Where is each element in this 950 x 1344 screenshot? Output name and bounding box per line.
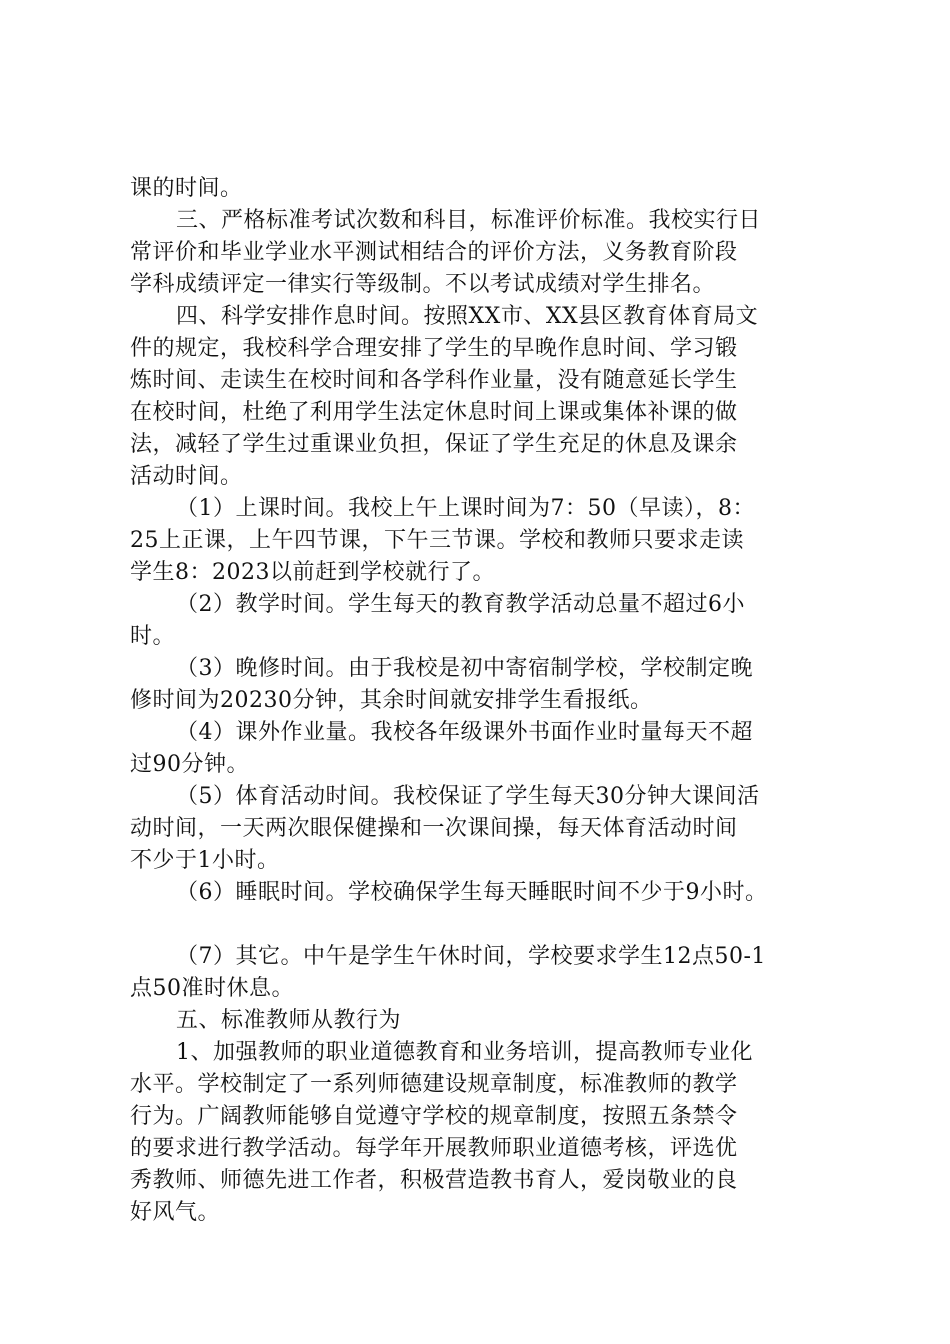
text-line: 四、科学安排作息时间。按照XX市、XX县区教育体育局文 bbox=[176, 304, 759, 329]
text-line: 常评价和毕业学业水平测试相结合的评价方法，义务教育阶段 bbox=[130, 240, 738, 265]
text-line: （4）课外作业量。我校各年级课外书面作业时量每天不超 bbox=[176, 720, 753, 745]
text-line: 水平。学校制定了一系列师德建设规章制度，标准教师的教学 bbox=[130, 1072, 738, 1097]
text-line: 件的规定，我校科学合理安排了学生的早晚作息时间、学习锻 bbox=[130, 336, 738, 361]
text-line: 秀教师、师德先进工作者，积极营造教书育人，爱岗敬业的良 bbox=[130, 1168, 738, 1193]
text-line: 行为。广阔教师能够自觉遵守学校的规章制度，按照五条禁令 bbox=[130, 1104, 738, 1129]
text-line: （6）睡眠时间。学校确保学生每天睡眠时间不少于9小时。 bbox=[176, 880, 768, 905]
text-line: 的要求进行教学活动。每学年开展教师职业道德考核，评选优 bbox=[130, 1136, 738, 1161]
text-line: 五、标准教师从教行为 bbox=[176, 1008, 402, 1033]
text-line: 动时间，一天两次眼保健操和一次课间操，每天体育活动时间 bbox=[130, 816, 738, 841]
text-line: 点50准时休息。 bbox=[130, 976, 294, 1001]
text-line: （1）上课时间。我校上午上课时间为7：50（早读），8： bbox=[176, 496, 755, 521]
text-line: （3）晚修时间。由于我校是初中寄宿制学校，学校制定晚 bbox=[176, 656, 753, 681]
text-line: 在校时间，杜绝了利用学生法定休息时间上课或集体补课的做 bbox=[130, 400, 738, 425]
text-line: 25上正课，上午四节课，下午三节课。学校和教师只要求走读 bbox=[130, 528, 744, 553]
text-line: 学生8：2023以前赶到学校就行了。 bbox=[130, 560, 495, 585]
text-line: 时。 bbox=[130, 624, 176, 649]
text-line: （2）教学时间。学生每天的教育教学活动总量不超过6小 bbox=[176, 592, 745, 617]
text-line: 过90分钟。 bbox=[130, 752, 249, 777]
text-line: （5）体育活动时间。我校保证了学生每天30分钟大课间活 bbox=[176, 784, 760, 809]
text-line: 好风气。 bbox=[130, 1200, 221, 1225]
blank-line bbox=[130, 909, 830, 941]
text-line: 炼时间、走读生在校时间和各学科作业量，没有随意延长学生 bbox=[130, 368, 738, 393]
text-line: 1、加强教师的职业道德教育和业务培训，提高教师专业化 bbox=[176, 1040, 753, 1065]
text-line: 课的时间。 bbox=[130, 176, 243, 201]
text-line: 不少于1小时。 bbox=[130, 848, 280, 873]
text-line: （7）其它。中午是学生午休时间，学校要求学生12点50-1 bbox=[176, 944, 766, 969]
text-line: 活动时间。 bbox=[130, 464, 243, 489]
text-line: 修时间为20230分钟，其余时间就安排学生看报纸。 bbox=[130, 688, 653, 713]
document-body bbox=[130, 173, 830, 1229]
text-line: 学科成绩评定一律实行等级制。不以考试成绩对学生排名。 bbox=[130, 272, 716, 297]
text-line: 法，减轻了学生过重课业负担，保证了学生充足的休息及课余 bbox=[130, 432, 738, 457]
text-line: 三、严格标准考试次数和科目，标准评价标准。我校实行日 bbox=[176, 208, 762, 233]
